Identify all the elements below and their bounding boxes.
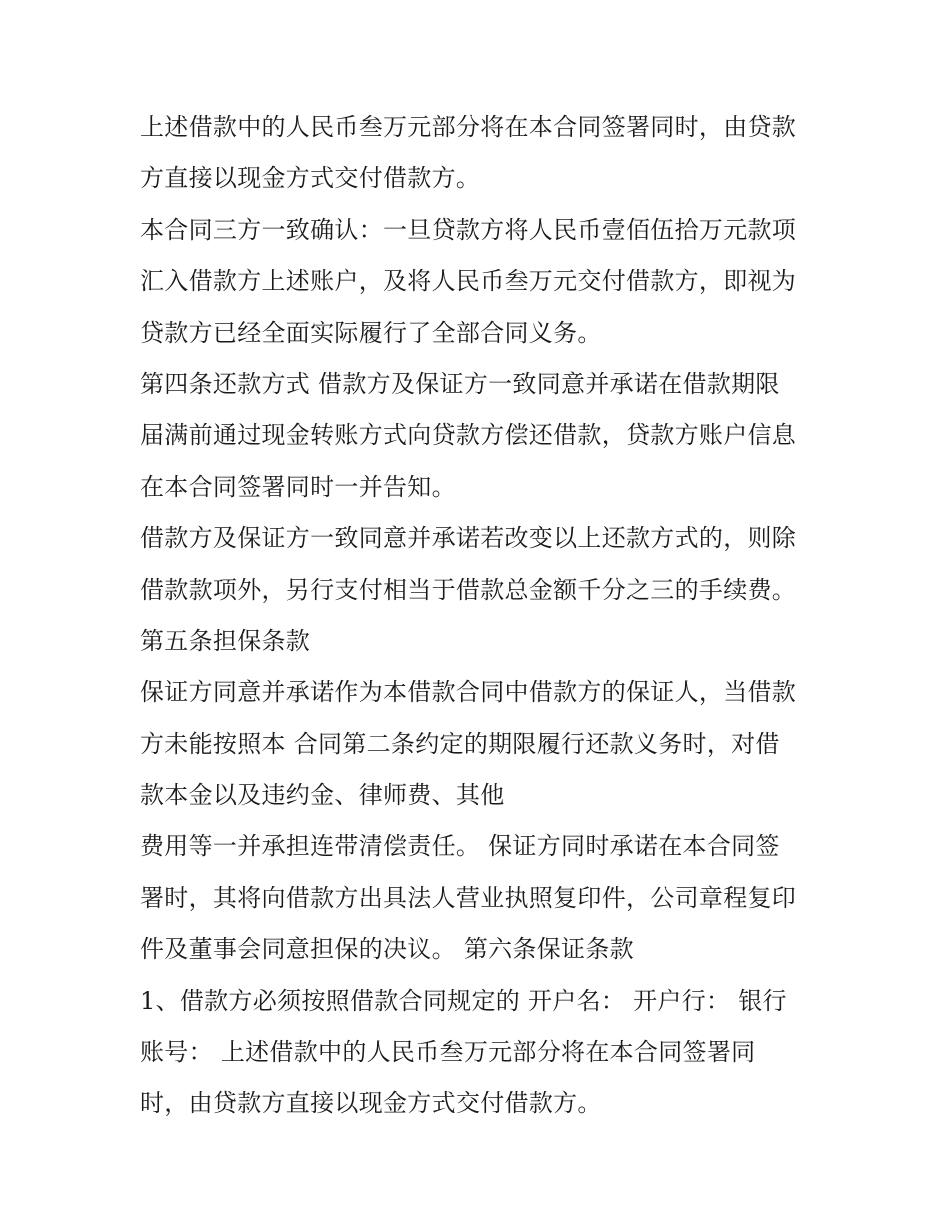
- text-line-7: 届满前通过现金转账方式向贷款方偿还借款，贷款方账户信息: [140, 421, 797, 450]
- text-line-5: 贷款方已经全面实际履行了全部合同义务。: [140, 318, 602, 347]
- text-line-6: 第四条还款方式 借款方及保证方一致同意并承诺在借款期限: [140, 369, 780, 398]
- text-line-12: 保证方同意并承诺作为本借款合同中借款方的保证人，当借款: [140, 678, 797, 707]
- text-line-8: 在本合同签署同时一并告知。: [140, 472, 456, 501]
- text-line-1: 上述借款中的人民币叁万元部分将在本合同签署同时，由贷款: [140, 113, 797, 141]
- contract-text: [140, 102, 830, 1130]
- text-line-9: 借款方及保证方一致同意并承诺若改变以上还款方式的，则除: [140, 524, 797, 553]
- text-line-17: 件及董事会同意担保的决议。 第六条保证条款: [140, 935, 634, 964]
- text-line-13: 方未能按照本 合同第二条约定的期限履行还款义务时，对借: [140, 729, 780, 758]
- text-line-20: 时，由贷款方直接以现金方式交付借款方。: [140, 1089, 602, 1118]
- text-line-15: 费用等一并承担连带清偿责任。 保证方同时承诺在本合同签: [140, 832, 780, 861]
- text-line-10: 借款款项外，另行支付相当于借款总金额千分之三的手续费。: [140, 575, 797, 604]
- text-line-11: 第五条担保条款: [140, 626, 311, 655]
- text-line-4: 汇入借款方上述账户，及将人民币叁万元交付借款方，即视为: [140, 267, 797, 296]
- text-line-19: 账号： 上述借款中的人民币叁万元部分将在本合同签署同: [140, 1038, 756, 1067]
- text-line-3: 本合同三方一致确认：一旦贷款方将人民币壹佰伍拾万元款项: [140, 215, 797, 244]
- text-line-14: 款本金以及违约金、律师费、其他: [140, 781, 505, 810]
- text-line-2: 方直接以现金方式交付借款方。: [140, 164, 481, 193]
- text-line-16: 署时，其将向借款方出具法人营业执照复印件，公司章程复印: [140, 883, 797, 912]
- text-line-18: 1、借款方必须按照借款合同规定的 开户名： 开户行： 银行: [140, 986, 787, 1015]
